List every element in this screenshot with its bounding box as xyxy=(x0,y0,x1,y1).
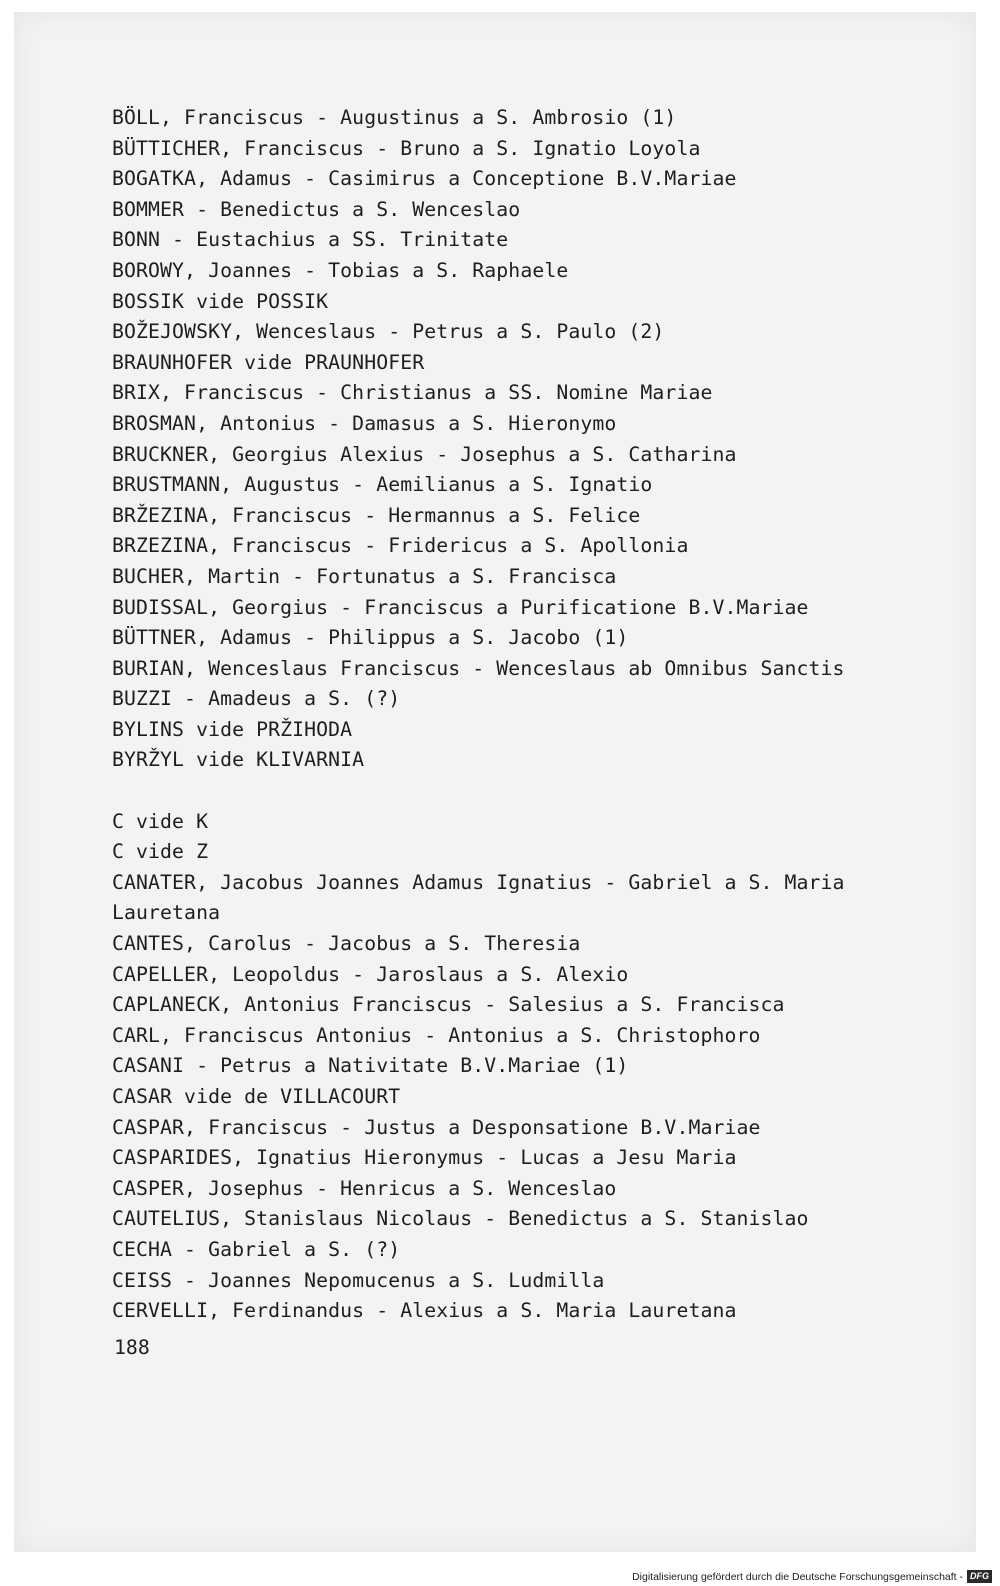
page-number: 188 xyxy=(114,1336,150,1359)
register-line: BOSSIK vide POSSIK xyxy=(112,289,329,313)
register-line: CASPER, Josephus - Henricus a S. Wenceslao xyxy=(112,1176,617,1200)
register-list xyxy=(112,103,845,1327)
register-line: BÜTTICHER, Franciscus - Bruno a S. Ignatio Loyola xyxy=(112,136,701,160)
register-line: BRZEZINA, Franciscus - Fridericus a S. Apollonia xyxy=(112,534,689,558)
blank-line xyxy=(112,776,845,807)
register-line: C vide Z xyxy=(112,840,209,864)
register-line: C vide K xyxy=(112,809,209,833)
register-line: BONN - Eustachius a SS. Trinitate xyxy=(112,228,509,252)
register-line: BRIX, Franciscus - Christianus a SS. Nomine Mariae xyxy=(112,381,713,405)
register-line: CANATER, Jacobus Joannes Adamus Ignatius - Gabriel a S. Maria xyxy=(112,870,845,894)
digitization-footer xyxy=(632,1570,992,1583)
register-line: CAPELLER, Leopoldus - Jaroslaus a S. Alexio xyxy=(112,962,629,986)
register-line: BÖLL, Franciscus - Augustinus a S. Ambrosio (1) xyxy=(112,106,677,129)
register-line: CAPLANECK, Antonius Franciscus - Salesius a S. Francisca xyxy=(112,993,785,1017)
register-line: BOMMER - Benedictus a S. Wenceslao xyxy=(112,197,521,221)
register-line: BÜTTNER, Adamus - Philippus a S. Jacobo (1) xyxy=(112,626,629,650)
register-line: BRŽEZINA, Franciscus - Hermannus a S. Felice xyxy=(112,503,641,527)
register-line: BRUCKNER, Georgius Alexius - Josephus a S. Catharina xyxy=(112,442,737,466)
register-line: BRUSTMANN, Augustus - Aemilianus a S. Ignatio xyxy=(112,473,653,497)
footer-text: Digitalisierung gefördert durch die Deutsche Forschungsgemeinschaft - xyxy=(632,1570,963,1583)
register-line: BRAUNHOFER vide PRAUNHOFER xyxy=(112,350,425,374)
dfg-logo-icon: DFG xyxy=(967,1570,992,1583)
register-line: BUZZI - Amadeus a S. (?) xyxy=(112,687,401,711)
register-line: BROSMAN, Antonius - Damasus a S. Hieronymo xyxy=(112,411,617,435)
register-line: BUDISSAL, Georgius - Franciscus a Purificatione B.V.Mariae xyxy=(112,595,809,619)
register-line: CAUTELIUS, Stanislaus Nicolaus - Benedictus a S. Stanislao xyxy=(112,1207,809,1231)
register-line: CASPARIDES, Ignatius Hieronymus - Lucas a Jesu Maria xyxy=(112,1146,737,1170)
register-line: CERVELLI, Ferdinandus - Alexius a S. Maria Lauretana xyxy=(112,1299,737,1323)
register-line: BURIAN, Wenceslaus Franciscus - Wenceslaus ab Omnibus Sanctis xyxy=(112,656,845,680)
register-line: BYLINS vide PRŽIHODA xyxy=(112,717,353,741)
register-line: BOŽEJOWSKY, Wenceslaus - Petrus a S. Paulo (2) xyxy=(112,320,665,344)
register-line: BUCHER, Martin - Fortunatus a S. Francisca xyxy=(112,564,617,588)
register-line: Lauretana xyxy=(112,901,221,925)
register-line: CEISS - Joannes Nepomucenus a S. Ludmilla xyxy=(112,1268,605,1292)
register-line: BOGATKA, Adamus - Casimirus a Conceptione B.V.Mariae xyxy=(112,167,737,191)
register-line: CASANI - Petrus a Nativitate B.V.Mariae (1) xyxy=(112,1054,629,1078)
register-line: CASAR vide de VILLACOURT xyxy=(112,1085,401,1108)
register-line: CASPAR, Franciscus - Justus a Desponsatione B.V.Mariae xyxy=(112,1115,761,1139)
register-line: CECHA - Gabriel a S. (?) xyxy=(112,1237,401,1261)
register-line: CANTES, Carolus - Jacobus a S. Theresia xyxy=(112,932,581,956)
register-line: CARL, Franciscus Antonius - Antonius a S. Christophoro xyxy=(112,1023,761,1047)
register-line: BYRŽYL vide KLIVARNIA xyxy=(112,748,365,772)
register-line: BOROWY, Joannes - Tobias a S. Raphaele xyxy=(112,258,569,282)
